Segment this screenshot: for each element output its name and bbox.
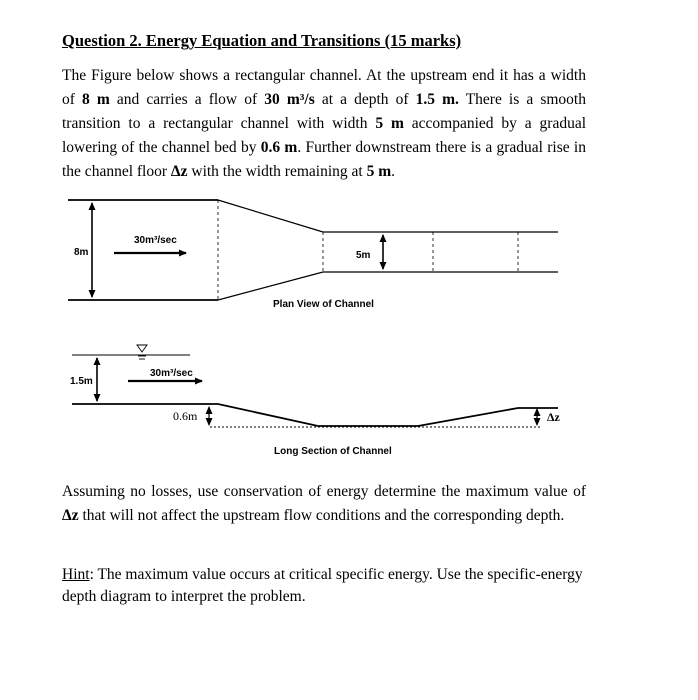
water-level-symbol bbox=[137, 345, 147, 352]
plan-narrow-width-label: 5m bbox=[356, 250, 371, 261]
intro-text-7: with the width remaining at bbox=[187, 163, 367, 180]
intro-bold-delta-z: Δz bbox=[170, 163, 188, 180]
plan-caption: Plan View of Channel bbox=[273, 299, 374, 310]
section-flow-label: 30m³/sec bbox=[150, 368, 193, 379]
intro-text-1: The Figure below shows a rectangular channel. At the upstream end it has a width of bbox=[62, 67, 586, 108]
hint-label: Hint bbox=[62, 566, 90, 583]
plan-view bbox=[68, 200, 558, 300]
section-drop-label: 0.6m bbox=[173, 409, 198, 423]
plan-flow-label: 30m³/sec bbox=[134, 235, 177, 246]
intro-text-4: There is a smooth transition to a rectangular channel with width bbox=[62, 91, 586, 132]
assume-bold-delta-z: Δz bbox=[62, 507, 79, 524]
plan-taper-top bbox=[218, 200, 323, 232]
channel-bed-profile bbox=[72, 404, 558, 426]
plan-width-label: 8m bbox=[74, 247, 89, 258]
intro-bold-depth: 1.5 m. bbox=[415, 91, 459, 108]
intro-text-6: . Further downstream there is a gradual rise in the channel floor bbox=[62, 139, 586, 180]
hint-paragraph bbox=[62, 564, 586, 608]
hint-text: : The maximum value occurs at critical specific energy. Use the specific-energy depth diagram to interpret the problem. bbox=[62, 566, 583, 605]
intro-text-8: . bbox=[391, 163, 395, 180]
question-heading: Question 2. Energy Equation and Transitions (15 marks) bbox=[62, 31, 462, 50]
intro-bold-drop: 0.6 m bbox=[260, 139, 298, 156]
long-section bbox=[72, 345, 558, 427]
question-intro bbox=[62, 64, 586, 184]
intro-text-2: and carries a flow of bbox=[109, 91, 265, 108]
assume-text-2: that will not affect the upstream flow conditions and the corresponding depth. bbox=[78, 507, 565, 524]
intro-text-3: at a depth of bbox=[314, 91, 416, 108]
section-caption: Long Section of Channel bbox=[274, 446, 392, 457]
intro-bold-narrow-width: 5 m bbox=[375, 115, 404, 132]
intro-bold-flow: 30 m³/s bbox=[264, 91, 315, 108]
plan-taper-bottom bbox=[218, 272, 323, 300]
intro-bold-width: 8 m bbox=[82, 91, 110, 108]
assume-text-1: Assuming no losses, use conservation of energy determine the maximum value of bbox=[62, 483, 586, 500]
section-depth-label: 1.5m bbox=[70, 376, 93, 387]
intro-text-5: accompanied by a gradual lowering of the channel bed by bbox=[62, 115, 587, 156]
assumption-paragraph bbox=[62, 480, 586, 528]
section-rise-label: Δz bbox=[547, 410, 560, 424]
intro-bold-width-remaining: 5 m bbox=[366, 163, 392, 180]
